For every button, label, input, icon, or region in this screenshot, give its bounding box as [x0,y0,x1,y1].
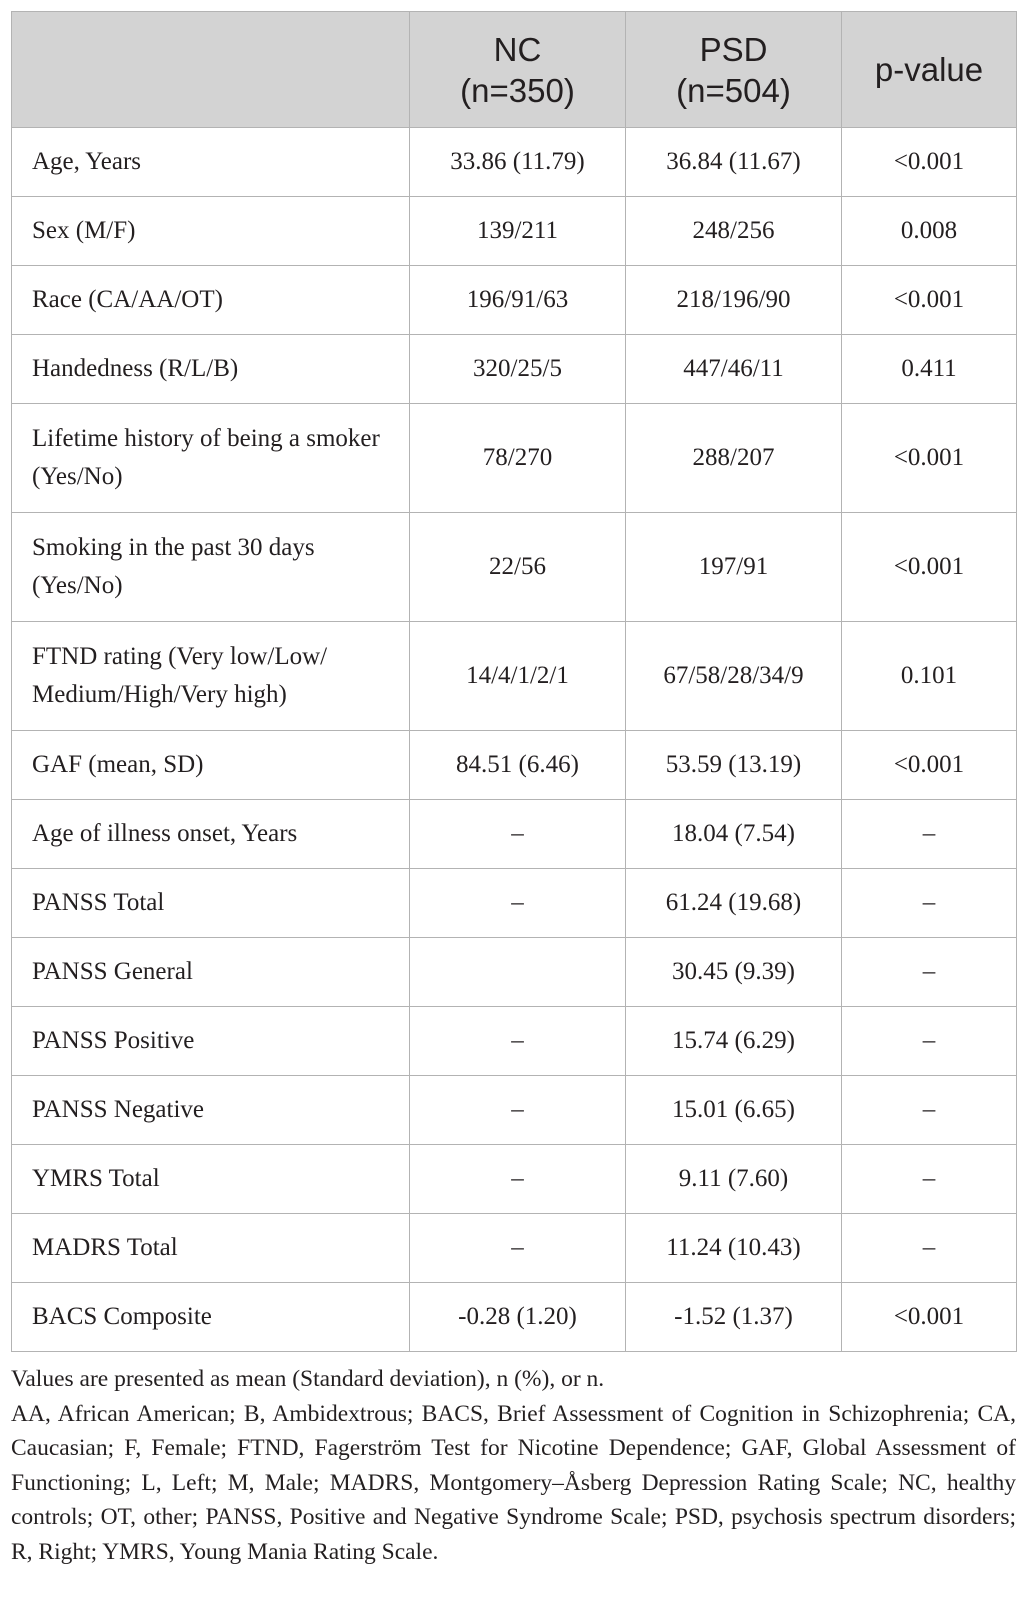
row-label: GAF (mean, SD) [12,731,410,800]
row-label: FTND rating (Very low/Low/ Medium/High/Very high) [12,622,410,731]
header-nc-count: (n=350) [460,71,575,109]
row-label: YMRS Total [12,1145,410,1214]
nc-value: 14/4/1/2/1 [410,622,626,731]
table-row [12,335,1017,404]
nc-value [410,938,626,1007]
header-p-value [842,12,1017,128]
psd-value: 218/196/90 [626,266,842,335]
p-value: – [842,1076,1017,1145]
table-row [12,1007,1017,1076]
table-row [12,1214,1017,1283]
row-label: MADRS Total [12,1214,410,1283]
table-row [12,731,1017,800]
row-label: Race (CA/AA/OT) [12,266,410,335]
p-value: 0.101 [842,622,1017,731]
p-value: – [842,869,1017,938]
header-p-value-label: p-value [874,51,984,88]
header-psd-name: PSD [699,30,768,68]
p-value: – [842,938,1017,1007]
nc-value: – [410,800,626,869]
row-label: Lifetime history of being a smoker (Yes/No) [12,404,410,513]
row-label: BACS Composite [12,1283,410,1352]
p-value: <0.001 [842,404,1017,513]
demographics-table-container [11,11,1016,1352]
p-value: – [842,1145,1017,1214]
row-label: PANSS Positive [12,1007,410,1076]
table-row [12,266,1017,335]
header-empty-cell [12,12,410,128]
table-row [12,1145,1017,1214]
psd-value: -1.52 (1.37) [626,1283,842,1352]
values-note: Values are presented as mean (Standard deviation), n (%), or n. [11,1366,605,1392]
nc-value: 320/25/5 [410,335,626,404]
abbreviations-note: AA, African American; B, Ambidextrous; BACS, Brief Assessment of Cognition in Schizophrenia; CA, Caucasian; F, Female; FTND, Fagerström Test for Nicotine Dependence; GAF, Global Assessment of Functioning; L, Left; M, Male; MADRS, Montgomery–Åsberg Depression Rating Scale; NC, healthy controls; OT, other; PANSS, Positive and Negative Syndrome Scale; PSD, psychosis spectrum disorders; R, Right; YMRS, Young Mania Rating Scale. [11,1400,1016,1565]
table-footnotes [11,1362,1016,1569]
nc-value: 78/270 [410,404,626,513]
table-row [12,938,1017,1007]
table-row [12,1076,1017,1145]
psd-value: 61.24 (19.68) [626,869,842,938]
psd-value: 53.59 (13.19) [626,731,842,800]
p-value: – [842,1007,1017,1076]
p-value: <0.001 [842,513,1017,622]
psd-value: 30.45 (9.39) [626,938,842,1007]
row-label: PANSS Negative [12,1076,410,1145]
p-value: – [842,800,1017,869]
p-value: <0.001 [842,1283,1017,1352]
nc-value: 196/91/63 [410,266,626,335]
row-label: PANSS Total [12,869,410,938]
p-value: <0.001 [842,128,1017,197]
table-row [12,800,1017,869]
psd-value: 11.24 (10.43) [626,1214,842,1283]
table-row [12,1283,1017,1352]
psd-value: 18.04 (7.54) [626,800,842,869]
nc-value: -0.28 (1.20) [410,1283,626,1352]
p-value: 0.008 [842,197,1017,266]
row-label: PANSS General [12,938,410,1007]
nc-value: – [410,1007,626,1076]
demographics-table [11,11,1017,1352]
table-row [12,513,1017,622]
table-row [12,404,1017,513]
psd-value: 67/58/28/34/9 [626,622,842,731]
nc-value: 139/211 [410,197,626,266]
row-label: Age, Years [12,128,410,197]
p-value: <0.001 [842,266,1017,335]
p-value: 0.411 [842,335,1017,404]
header-psd-count: (n=504) [676,71,791,109]
nc-value: 84.51 (6.46) [410,731,626,800]
table-row [12,622,1017,731]
header-nc [410,12,626,128]
row-label: Sex (M/F) [12,197,410,266]
psd-value: 447/46/11 [626,335,842,404]
nc-value: 22/56 [410,513,626,622]
psd-value: 288/207 [626,404,842,513]
nc-value: – [410,1214,626,1283]
row-label: Handedness (R/L/B) [12,335,410,404]
p-value: – [842,1214,1017,1283]
row-label: Smoking in the past 30 days (Yes/No) [12,513,410,622]
table-header-row [12,12,1017,128]
nc-value: 33.86 (11.79) [410,128,626,197]
header-nc-name: NC [493,30,542,68]
header-psd [626,12,842,128]
psd-value: 9.11 (7.60) [626,1145,842,1214]
psd-value: 197/91 [626,513,842,622]
psd-value: 248/256 [626,197,842,266]
table-row [12,869,1017,938]
row-label: Age of illness onset, Years [12,800,410,869]
nc-value: – [410,869,626,938]
nc-value: – [410,1145,626,1214]
psd-value: 36.84 (11.67) [626,128,842,197]
psd-value: 15.74 (6.29) [626,1007,842,1076]
nc-value: – [410,1076,626,1145]
p-value: <0.001 [842,731,1017,800]
table-row [12,128,1017,197]
psd-value: 15.01 (6.65) [626,1076,842,1145]
table-row [12,197,1017,266]
